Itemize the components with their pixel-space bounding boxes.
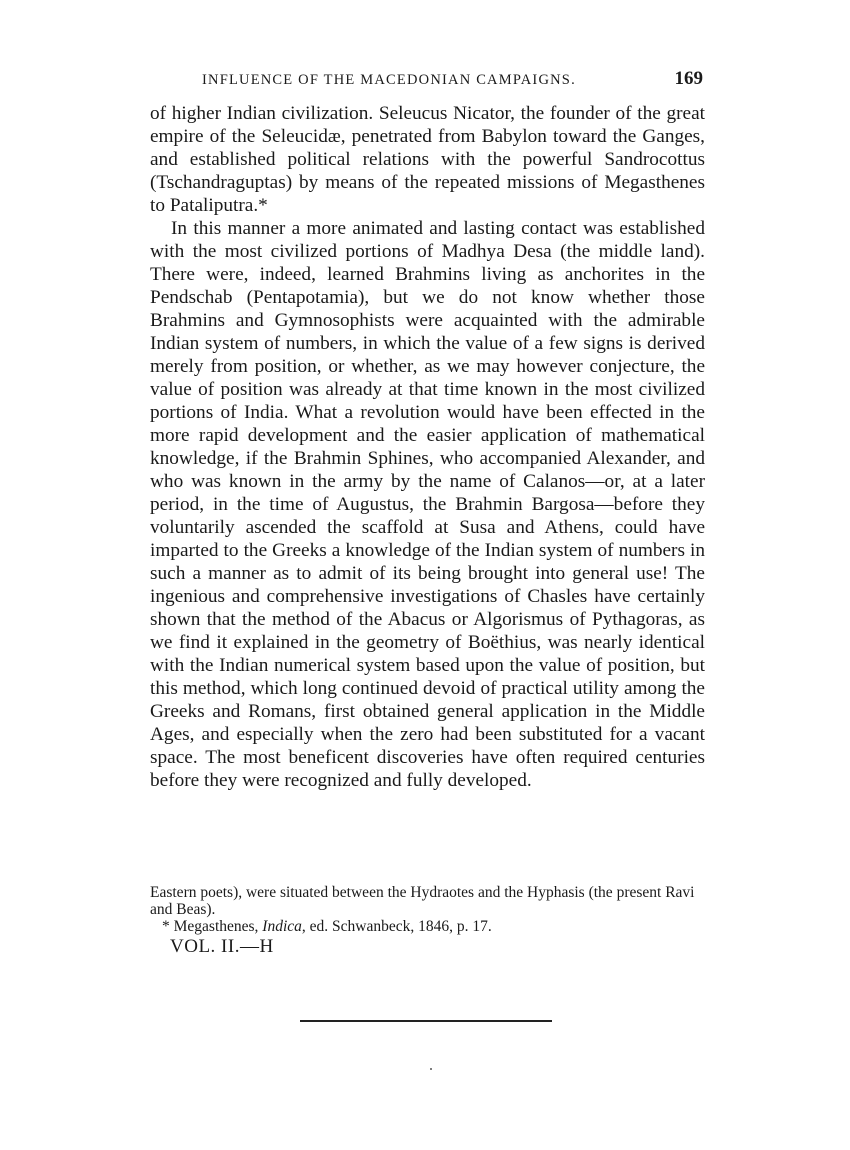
body-text [150,102,705,792]
running-head [150,68,705,94]
footnote-prefix: * Megasthenes, [162,918,263,935]
running-title: INFLUENCE OF THE MACEDONIAN CAMPAIGNS. [202,72,576,88]
paragraph: In this manner a more animated and lasting contact was established with the most civilized portions of Madhya Desa (the middle land). There were, indeed, learned Brahmins living as anchorites in the Pendschab (Pentapotamia), but we do not know whether those Brahmins and Gymnosophists were acquainted with the admirable Indian system of numbers, in which the value of a few signs is derived merely from position, or whether, as we may however conjecture, the value of position was already at that time known in the most civilized portions of India. What a revolution would have been effected in the more rapid development and the easier application of mathematical knowledge, if the Brahmin Sphines, who accompanied Alexander, and who was known in the army by the name of Calanos—or, at a later period, in the time of Augustus, the Brahmin Bargosa—before they voluntarily ascended the scaffold at Susa and Athens, could have imparted to the Greeks a knowledge of the Indian system of numbers in such a manner as to admit of its being brought into general use! The ingenious and comprehensive investigations of Chasles have certainly shown that the method of the Abacus or Algorismus of Pythagoras, as we find it explained in the geometry of Boëthius, was nearly identical with the Indian numerical system based upon the value of position, but this method, which long continued devoid of practical utility among the Greeks and Romans, first obtained general application in the Middle Ages, and especially when the zero had been substituted for a vacant space. The most beneficent discoveries have often required centuries before they were recognized and fully developed. [150,218,705,791]
footnote [150,918,705,935]
page-speck [430,1068,432,1070]
signature-mark: VOL. II.—H [170,936,274,957]
page-number: 169 [674,68,703,89]
footnote-continuation: Eastern poets), were situated between the Hydraotes and the Hyphasis (the present Ravi and Beas). [150,884,695,918]
paragraph-continued: of higher Indian civilization. Seleucus Nicator, the founder of the great empire of the Seleucidæ, penetrated from Babylon toward the Ganges, and established political relations with the powerful Sandrocottus (Tschandraguptas) by means of the repeated missions of Megasthenes to Pataliputra.* [150,103,705,216]
horizontal-rule [300,1020,552,1022]
footnotes [150,884,705,935]
footnote-suffix: , ed. Schwanbeck, 1846, p. 17. [301,918,492,935]
footnote-title: Indica [262,918,302,935]
